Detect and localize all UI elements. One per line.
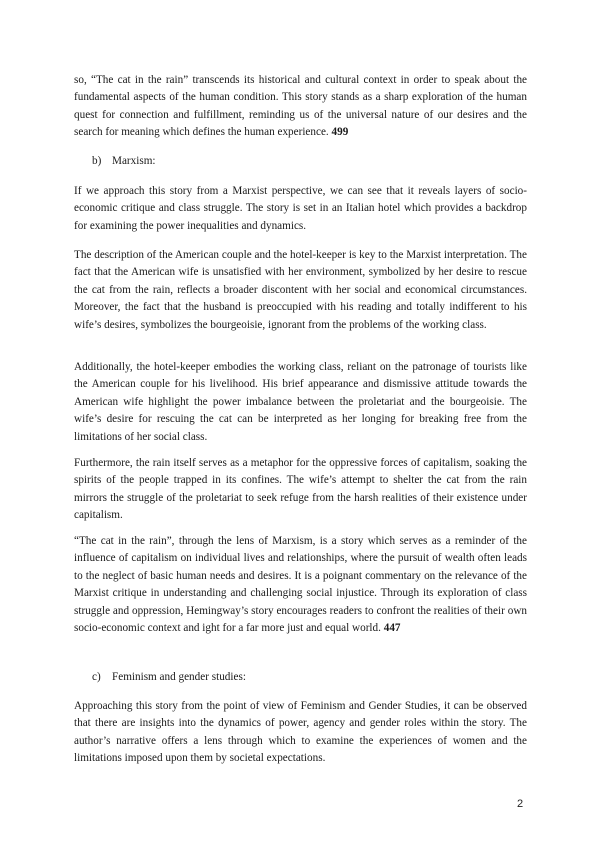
intro-paragraph — [74, 72, 527, 142]
marxism-paragraph-3: Additionally, the hotel-keeper embodies the working class, reliant on the patronage of tourists like the American couple for his livelihood. His brief appearance and dismissive attitude towards the American wife highlight the power imbalance between the proletariat and the bourgeoisie. The wife’s desire for rescuing the cat can be interpreted as her longing for breaking free from the limitations of her social class. — [74, 361, 527, 443]
section-title-marxism: Marxism: — [112, 155, 156, 167]
marxism-closing-text: “The cat in the rain”, through the lens of Marxism, is a story which serves as a reminder of the influence of capitalism on individual lives and relationships, where the pursuit of wealth often leads to the neglect of basic human needs and desires. It is a poignant commentary on the relevance of the Marxist critique in understanding and challenging social injustice. Through its exploration of class struggle and oppression, Hemingway’s story encourages readers to confront the realities of their own socio-economic context and ight for a far more just and equal world. — [74, 535, 527, 635]
section-number-c: c) — [92, 671, 101, 683]
word-count-447: 447 — [383, 622, 401, 635]
section-title-feminism: Feminism and gender studies: — [112, 671, 246, 683]
marxism-paragraph-2: The description of the American couple and the hotel-keeper is key to the Marxist interpretation. The fact that the American wife is unsatisfied with her environment, symbolized by her desire to rescue the cat from the rain, reflects a broader discontent with her social and economical circumstances. Moreover, the fact that the husband is preoccupied with his reading and totally indifferent to his wife’s desires, symbolizes the bourgeoisie, ignorant from the problems of the working class. — [74, 249, 527, 331]
word-count-499: 499 — [331, 126, 349, 139]
section-heading-feminism — [92, 669, 246, 686]
marxism-closing-paragraph — [74, 533, 527, 637]
page-number: 2 — [517, 798, 524, 810]
feminism-paragraph-1: Approaching this story from the point of view of Feminism and Gender Studies, it can be observed that there are insights into the dynamics of power, agency and gender roles within the story. The author’s narrative offers a lens through which to examine the experiences of women and the limitations imposed upon them by societal expectations. — [74, 700, 527, 765]
marxism-paragraph-4: Furthermore, the rain itself serves as a metaphor for the oppressive forces of capitalism, soaking the spirits of the people trapped in its confines. The wife’s attempt to shelter the cat from the rain mirrors the struggle of the proletariat to seek refuge from the harsh realities of their existence under capitalism. — [74, 457, 527, 522]
marxism-paragraph-1: If we approach this story from a Marxist perspective, we can see that it reveals layers of socio-economic critique and class struggle. The story is set in an Italian hotel which provides a backdrop for examining the power inequalities and dynamics. — [74, 185, 527, 232]
section-number-b: b) — [92, 155, 102, 167]
intro-paragraph-text: so, “The cat in the rain” transcends its historical and cultural context in order to speak about the fundamental aspects of the human condition. This story stands as a sharp exploration of the human quest for connection and fulfillment, reminding us of the universal nature of our desires and the search for meaning which defines the human experience. — [74, 74, 527, 139]
section-heading-marxism — [92, 153, 156, 170]
